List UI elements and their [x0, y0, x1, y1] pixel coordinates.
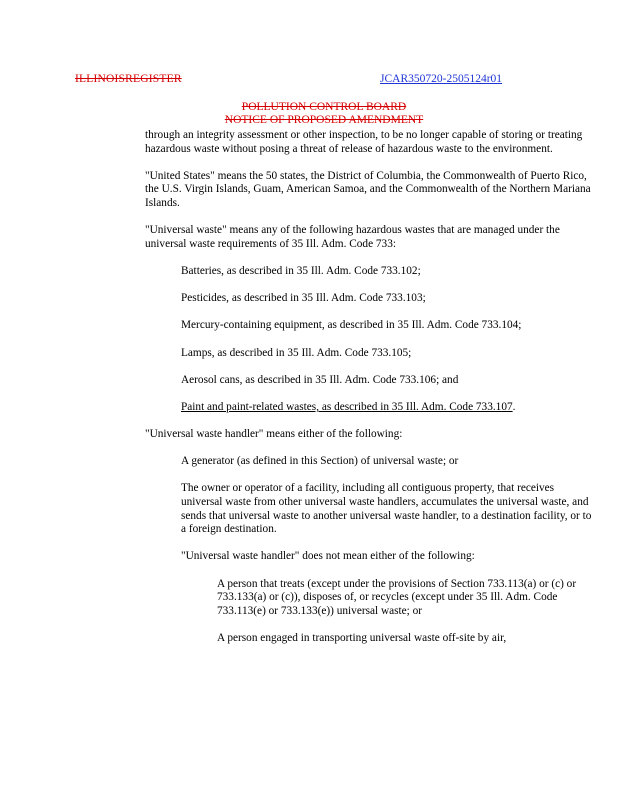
- list-item-paint: [145, 401, 595, 415]
- register-header: ILLINOISREGISTER: [75, 73, 182, 85]
- rule-text: [145, 129, 595, 659]
- exclusion-item-treats: A person that treats (except under the provisions of Section 733.113(a) or (c) or 733.133(a) or (c)), disposes of, or recycles (except under 35 Ill. Adm. Code 733.113(e) or 733.133(e)) universal waste; or: [217, 577, 577, 617]
- list-item-lamps: Lamps, as described in 35 Ill. Adm. Code 733.105;: [181, 346, 412, 359]
- list-item-mercury: Mercury-containing equipment, as described in 35 Ill. Adm. Code 733.104;: [181, 319, 522, 332]
- definition-universal-waste-handler: "Universal waste handler" means either of the following:: [145, 428, 403, 441]
- jcar-link[interactable]: JCAR350720-2505124r01: [380, 73, 503, 85]
- board-name: POLLUTION CONTROL BOARD: [241, 101, 407, 113]
- handler-item-generator: A generator (as defined in this Section) of universal waste; or: [181, 455, 459, 468]
- handler-exclusions-intro: "Universal waste handler" does not mean either of the following:: [181, 550, 475, 563]
- agency-header: [0, 101, 618, 127]
- handler-item-owner-operator: The owner or operator of a facility, including all contiguous property, that receives universal waste from other universal waste handlers, accumulates the universal waste, and sends that universal waste to another universal waste handler, to a destination facility, or to a foreign destination.: [181, 482, 592, 536]
- definition-continuation: through an integrity assessment or other inspection, to be no longer capable of storing or treating hazardous waste without posing a threat of release of hazardous waste to the environment.: [145, 129, 583, 155]
- list-item-aerosol: Aerosol cans, as described in 35 Ill. Adm. Code 733.106; and: [181, 373, 459, 386]
- definition-universal-waste: "Universal waste" means any of the following hazardous wastes that are managed under the universal waste requirements of 35 Ill. Adm. Code 733:: [145, 224, 560, 250]
- list-item-batteries: Batteries, as described in 35 Ill. Adm. Code 733.102;: [181, 264, 421, 277]
- notice-title: NOTICE OF PROPOSED AMENDMENT: [224, 114, 424, 126]
- period: .: [512, 400, 516, 413]
- inserted-text: Paint and paint-related wastes, as described in 35 Ill. Adm. Code 733.107: [181, 400, 513, 413]
- list-item-pesticides: Pesticides, as described in 35 Ill. Adm. Code 733.103;: [181, 292, 426, 305]
- exclusion-item-transport: A person engaged in transporting universal waste off-site by air,: [217, 631, 507, 644]
- definition-united-states: "United States" means the 50 states, the District of Columbia, the Commonwealth of Puerto Rico, the U.S. Virgin Islands, Guam, American Samoa, and the Commonwealth of the Northern Mariana Islands.: [145, 169, 591, 209]
